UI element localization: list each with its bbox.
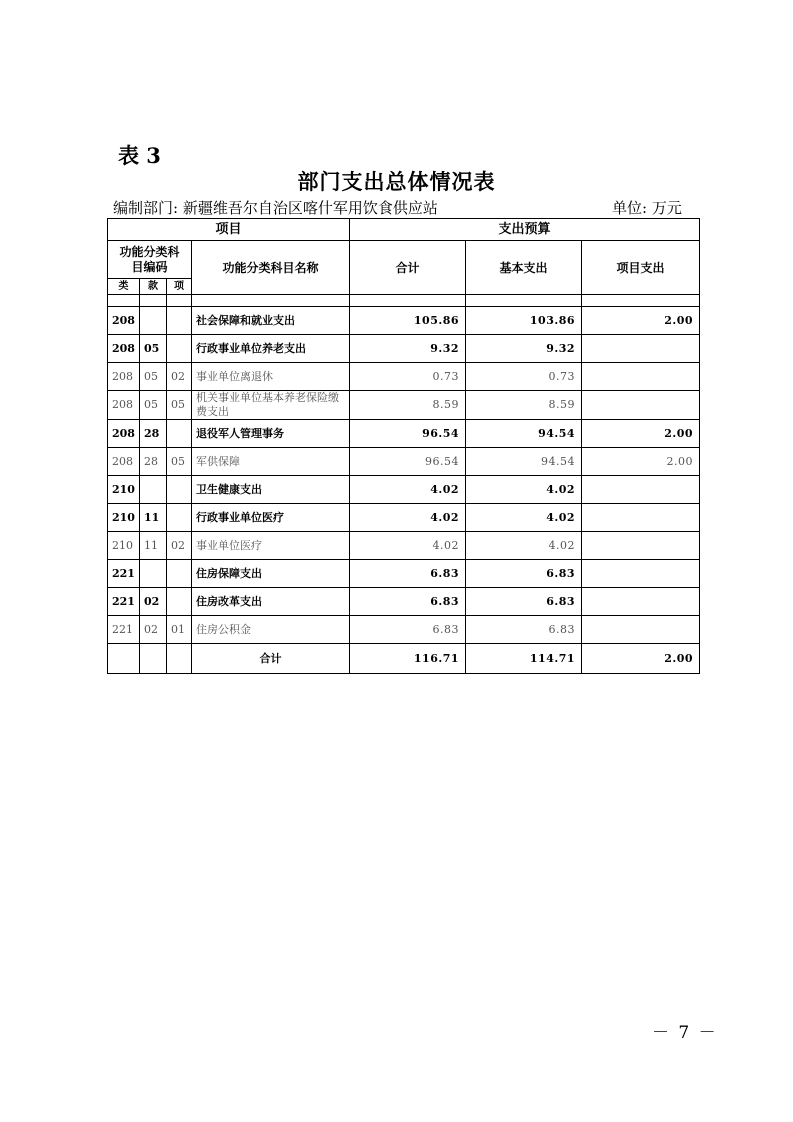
code-xiang [167,335,192,363]
code-lei: 210 [108,504,140,532]
code-xiang [167,307,192,335]
total-value: 4.02 [350,532,466,560]
basic-value: 4.02 [466,476,582,504]
empty-cell [167,644,192,674]
item-name: 事业单位离退休 [192,363,350,391]
header-basic: 基本支出 [466,241,582,295]
table-row [108,363,700,391]
code-kuan: 05 [140,335,167,363]
item-name: 事业单位医疗 [192,532,350,560]
expenditure-table [107,218,700,674]
item-name: 卫生健康支出 [192,476,350,504]
code-xiang: 05 [167,448,192,476]
basic-value: 94.54 [466,448,582,476]
empty-cell [140,644,167,674]
header-kuan: 款 [140,279,167,295]
item-name: 机关事业单位基本养老保险缴费支出 [192,391,350,420]
code-xiang [167,504,192,532]
header-xiang: 项 [167,279,192,295]
total-label: 合计 [192,644,350,674]
project-value [582,363,700,391]
code-xiang [167,420,192,448]
code-lei: 208 [108,335,140,363]
code-lei: 221 [108,616,140,644]
organization-label: 编制部门: 新疆维吾尔自治区喀什军用饮食供应站 [113,199,438,217]
basic-value: 6.83 [466,588,582,616]
item-name: 住房公积金 [192,616,350,644]
grand-total-value: 116.71 [350,644,466,674]
table-number-label: 表 3 [118,143,161,168]
project-value: 2.00 [582,448,700,476]
table-row [108,588,700,616]
code-kuan: 28 [140,448,167,476]
header-row-2 [108,241,700,279]
code-xiang [167,560,192,588]
code-kuan: 05 [140,363,167,391]
project-value: 2.00 [582,307,700,335]
total-value: 9.32 [350,335,466,363]
basic-value: 94.54 [466,420,582,448]
code-kuan [140,560,167,588]
table-row [108,391,700,420]
item-name: 军供保障 [192,448,350,476]
project-value [582,476,700,504]
code-lei: 208 [108,448,140,476]
basic-value: 0.73 [466,363,582,391]
basic-value: 6.83 [466,560,582,588]
header-project: 项目 [108,219,350,241]
code-lei: 221 [108,560,140,588]
table-row [108,476,700,504]
project-value [582,588,700,616]
total-value: 6.83 [350,616,466,644]
code-xiang: 05 [167,391,192,420]
table-row [108,504,700,532]
basic-value: 8.59 [466,391,582,420]
table-row [108,448,700,476]
code-xiang: 02 [167,363,192,391]
basic-value: 4.02 [466,504,582,532]
item-name: 社会保障和就业支出 [192,307,350,335]
spacer-row [108,295,700,307]
item-name: 住房保障支出 [192,560,350,588]
code-xiang: 02 [167,532,192,560]
code-kuan: 02 [140,616,167,644]
basic-value: 4.02 [466,532,582,560]
basic-value: 6.83 [466,616,582,644]
total-value: 6.83 [350,588,466,616]
item-name: 行政事业单位养老支出 [192,335,350,363]
project-value [582,391,700,420]
total-value: 0.73 [350,363,466,391]
header-lei: 类 [108,279,140,295]
header-budget: 支出预算 [350,219,700,241]
project-value [582,504,700,532]
code-lei: 221 [108,588,140,616]
code-xiang [167,476,192,504]
code-kuan [140,476,167,504]
table-row [108,616,700,644]
page-number: － 7 － [652,1023,718,1043]
item-name: 退役军人管理事务 [192,420,350,448]
code-lei: 208 [108,391,140,420]
code-lei: 210 [108,476,140,504]
total-value: 4.02 [350,504,466,532]
header-func-code: 功能分类科目编码 [108,241,192,279]
total-value: 105.86 [350,307,466,335]
header-project-exp: 项目支出 [582,241,700,295]
total-value: 96.54 [350,420,466,448]
total-value: 96.54 [350,448,466,476]
grand-basic-value: 114.71 [466,644,582,674]
unit-label: 单位: 万元 [612,199,682,217]
basic-value: 9.32 [466,335,582,363]
header-func-name: 功能分类科目名称 [192,241,350,295]
total-row [108,644,700,674]
code-lei: 208 [108,307,140,335]
grand-project-value: 2.00 [582,644,700,674]
code-xiang [167,588,192,616]
total-value: 6.83 [350,560,466,588]
project-value: 2.00 [582,420,700,448]
total-value: 8.59 [350,391,466,420]
code-kuan: 28 [140,420,167,448]
item-name: 行政事业单位医疗 [192,504,350,532]
item-name: 住房改革支出 [192,588,350,616]
table-row [108,532,700,560]
basic-value: 103.86 [466,307,582,335]
code-lei: 208 [108,363,140,391]
table-row [108,420,700,448]
table-row [108,335,700,363]
code-lei: 210 [108,532,140,560]
project-value [582,616,700,644]
total-value: 4.02 [350,476,466,504]
project-value [582,532,700,560]
empty-cell [108,644,140,674]
project-value [582,560,700,588]
code-kuan [140,307,167,335]
header-total: 合计 [350,241,466,295]
page-title: 部门支出总体情况表 [297,169,496,194]
code-kuan: 11 [140,504,167,532]
header-row-1 [108,219,700,241]
code-kuan: 02 [140,588,167,616]
table-row [108,560,700,588]
code-kuan: 05 [140,391,167,420]
code-xiang: 01 [167,616,192,644]
project-value [582,335,700,363]
code-kuan: 11 [140,532,167,560]
table-row [108,307,700,335]
code-lei: 208 [108,420,140,448]
